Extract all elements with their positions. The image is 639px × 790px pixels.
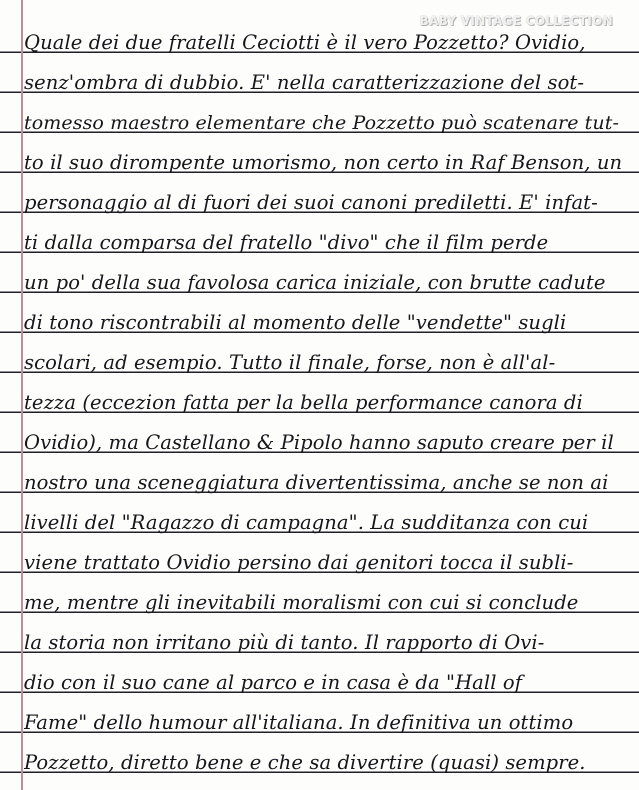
text-line: to il suo dirompente umorismo, non certo in Raf Benson, un [24, 151, 623, 174]
text-line: un po' della sua favolosa carica iniziale, con brutte cadute [24, 271, 606, 294]
text-line: Fame" dello humour all'italiana. In definitiva un ottimo [24, 711, 574, 734]
text-line: tomesso maestro elementare che Pozzetto può scatenare tut- [24, 112, 620, 134]
text-line: scolari, ad esempio. Tutto il finale, forse, non è all'al- [24, 351, 556, 374]
text-line: Ovidio), ma Castellano & Pipolo hanno saputo creare per il [24, 431, 614, 454]
text-line: ti dalla comparsa del fratello "divo" che il film perde [24, 231, 549, 254]
text-line: personaggio al di fuori dei suoi canoni prediletti. E' infat- [24, 191, 598, 214]
text-line: dio con il suo cane al parco e in casa è da "Hall of [24, 671, 523, 694]
text-line: Quale dei due fratelli Ceciotti è il vero Pozzetto? Ovidio, [24, 31, 586, 54]
watermark: BABY VINTAGE COLLECTION [419, 14, 613, 28]
text-line: tezza (eccezion fatta per la bella performance canora di [24, 391, 583, 414]
text-line: Pozzetto, diretto bene e che sa divertire (quasi) sempre. [24, 751, 586, 774]
text-line: di tono riscontrabili al momento delle "vendette" sugli [24, 311, 567, 334]
handwritten-text [24, 23, 632, 783]
text-line: nostro una sceneggiatura divertentissima, anche se non ai [24, 471, 609, 494]
text-line: livelli del "Ragazzo di campagna". La sudditanza con cui [24, 511, 589, 534]
text-line: viene trattato Ovidio persino dai genitori tocca il subli- [24, 551, 574, 574]
text-line: senz'ombra di dubbio. E' nella caratterizzazione del sot- [24, 71, 585, 94]
text-line: la storia non irritano più di tanto. Il rapporto di Ovi- [24, 631, 545, 654]
text-line: me, mentre gli inevitabili moralismi con cui si conclude [24, 591, 579, 614]
